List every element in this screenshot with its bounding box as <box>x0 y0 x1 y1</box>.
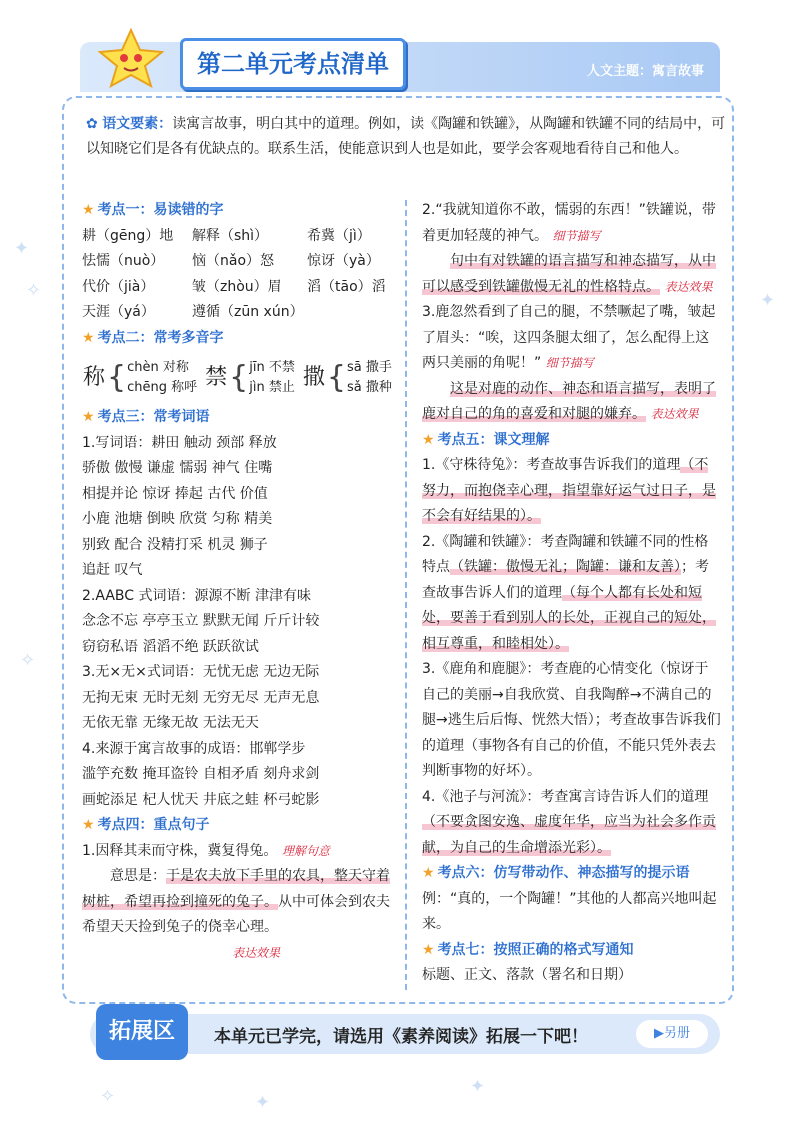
intro-text: 读寓言故事，明白其中的道理。例如，读《陶罐和铁罐》，从陶罐和铁罐不同的结局中，可以知晓它们是各有优缺点的。联系生活，使能意识到人也是如此，要学会客观地看待自己和他人。 <box>86 116 726 157</box>
sparkle-icon: ✦ <box>14 238 30 259</box>
list-item: 3.《鹿角和鹿腿》：考查鹿的心情变化（惊讶于自己的美丽→自我欣赏、自我陶醉→不满自己的腿→逃生后后悔、恍然大悟）；考查故事告诉我们的道理（事物各有自己的价值，不能只凭外表去判断事物的好坏）。 <box>422 661 721 779</box>
word-line: 相提并论 惊讶 捧起 古代 价值 <box>82 485 268 502</box>
word-line: 滥竽充数 掩耳盗铃 自相矛盾 刻舟求剑 <box>82 766 320 782</box>
intro-label: 语文要素： <box>102 116 173 132</box>
list-item: 4.《池子与河流》：考查寓言诗告诉人们的道理（不要贪图安逸、虚度年华，应当为社会多作贡献，为自己的生命增添光彩）。 <box>422 788 716 856</box>
list-item: 1.《守株待兔》：考查故事告诉我们的道理（不努力，而抱侥幸心理，指望靠好运气过日子，是不会有好结果的）。 <box>422 457 716 524</box>
star-icon: ★ <box>82 329 95 346</box>
annotation-note: 表达效果 <box>232 945 281 960</box>
section-heading: ★ 考点三：常考词语 <box>82 409 210 425</box>
sparkle-icon: ✧ <box>100 1086 116 1107</box>
section-heading: ★ 考点四：重点句子 <box>82 817 210 833</box>
page-title: 第二单元考点清单 <box>180 38 406 90</box>
sentence-answer: 意思是：于是农夫放下手里的农具，整天守着树桩，希望再捡到撞死的兔子。从中可体会到农夫希望天天捡到兔子的侥幸心理。 <box>82 868 390 935</box>
right-column <box>422 198 722 989</box>
sentence-question: 1.因释其耒而守株，冀复得兔。 理解句意 <box>82 842 330 859</box>
word-line: 无依无靠 无缘无故 无法无天 <box>82 715 259 731</box>
word-line: 念念不忘 亭亭玉立 默默无闻 斤斤计较 <box>82 613 320 629</box>
polyphone-row: 称 { chèn 对称 chēng 称呼 禁 { jīn 不禁 jìn 禁止 撒 { sā 撒手 sǎ 撒种 <box>83 360 392 395</box>
sparkle-icon: ✦ <box>760 290 776 311</box>
star-icon: ★ <box>82 817 95 833</box>
sentence-answer: 这是对鹿的动作、神态和语言描写，表明了鹿对自己的角的喜爱和对腿的嫌弃。 表达效果 <box>422 380 716 422</box>
word-line: 小鹿 池塘 倒映 欣赏 匀称 精美 <box>82 511 273 527</box>
star-icon: ★ <box>82 202 95 218</box>
section-heading: ★ 考点五：课文理解 <box>422 431 550 448</box>
sentence-answer: 句中有对铁罐的语言描写和神态描写，从中可以感受到铁罐傲慢无礼的性格特点。 表达效果 <box>422 253 716 295</box>
star-icon: ★ <box>82 409 95 425</box>
list-item: 怯懦（nuò） 恼（nǎo）怒 惊讶（yà） <box>82 253 380 269</box>
flower-icon: ✿ <box>86 116 98 132</box>
extension-text: 本单元已学完，请选用《素养阅读》拓展一下吧！ <box>214 1027 588 1047</box>
example-text: 例：“真的，一个陶罐！”其他的人都高兴地叫起来。 <box>422 890 717 932</box>
star-icon: ★ <box>422 865 435 881</box>
intro-block <box>86 112 726 162</box>
sparkle-icon: ✧ <box>20 650 36 671</box>
word-line: 别致 配合 没精打采 机灵 狮子 <box>82 536 268 553</box>
theme-label: 人文主题：寓言故事 <box>586 64 704 79</box>
annotation-note: 表达效果 <box>650 407 699 421</box>
star-icon: ★ <box>422 941 435 958</box>
sentence-question: 3.鹿忽然看到了自己的腿，不禁噘起了嘴，皱起了眉头：“唉，这四条腿太细了，怎么配得上这两只美丽的角呢！” 细节描写 <box>422 304 716 371</box>
sparkle-icon: ✦ <box>255 1092 271 1113</box>
word-line: 追赶 叹气 <box>82 562 143 578</box>
body-text: 标题、正文、落款（署名和日期） <box>422 967 632 983</box>
annotation-note: 细节描写 <box>545 356 594 370</box>
word-line: 无拘无束 无时无刻 无穷无尽 无声无息 <box>82 689 320 706</box>
column-divider <box>405 200 407 990</box>
annotation-note: 表达效果 <box>664 279 713 294</box>
annotation-note: 细节描写 <box>552 228 601 243</box>
word-line: 骄傲 傲慢 谦虚 懦弱 神气 住嘴 <box>82 460 273 476</box>
word-line: 4.来源于寓言故事的成语：邯郸学步 <box>82 740 306 757</box>
star-icon: ★ <box>422 431 435 448</box>
list-item: 天涯（yá） 遵循（zūn xún） <box>82 304 304 320</box>
annotation-note: 理解句意 <box>281 843 330 858</box>
left-column <box>82 198 400 966</box>
sparkle-icon: ✧ <box>26 280 42 301</box>
word-line: 2.AABC 式词语：源源不断 津津有味 <box>82 587 311 604</box>
word-line: 窃窃私语 滔滔不绝 跃跃欲试 <box>82 638 259 655</box>
sentence-question: 2.“我就知道你不敢，懦弱的东西！”铁罐说，带着更加轻蔑的神气。 细节描写 <box>422 202 716 244</box>
extension-button[interactable]: ▶另册 <box>636 1020 708 1048</box>
word-line: 1.写词语：耕田 触动 颈部 释放 <box>82 434 277 451</box>
section-heading: ★ 考点六：仿写带动作、神态描写的提示语 <box>422 865 690 881</box>
section-heading: ★ 考点一：易读错的字 <box>82 202 224 218</box>
section-heading: ★ 考点七：按照正确的格式写通知 <box>422 941 634 958</box>
star-mascot-icon <box>96 28 166 88</box>
list-item: 代价（jià） 皱（zhòu）眉 滔（tāo）滔 <box>82 278 386 295</box>
list-item: 2.《陶罐和铁罐》：考查陶罐和铁罐不同的性格特点（铁罐：傲慢无礼；陶罐：谦和友善）；考查故事告诉人们的道理（每个人都有长处和短处，要善于看到别人的长处，正视自己的短处，相互尊重，和睦相处）。 <box>422 533 716 652</box>
sparkle-icon: ✦ <box>470 1076 486 1097</box>
play-icon: ▶ <box>653 1026 664 1041</box>
section-heading: ★ 考点二：常考多音字 <box>82 329 224 346</box>
word-line: 3.无×无×式词语：无忧无虑 无边无际 <box>82 664 320 680</box>
word-line: 画蛇添足 杞人忧天 井底之蛙 杯弓蛇影 <box>82 791 320 808</box>
list-item: 耕（gēng）地 解释（shì） 希冀（jì） <box>82 227 371 244</box>
extension-label: 拓展区 <box>96 1004 188 1060</box>
